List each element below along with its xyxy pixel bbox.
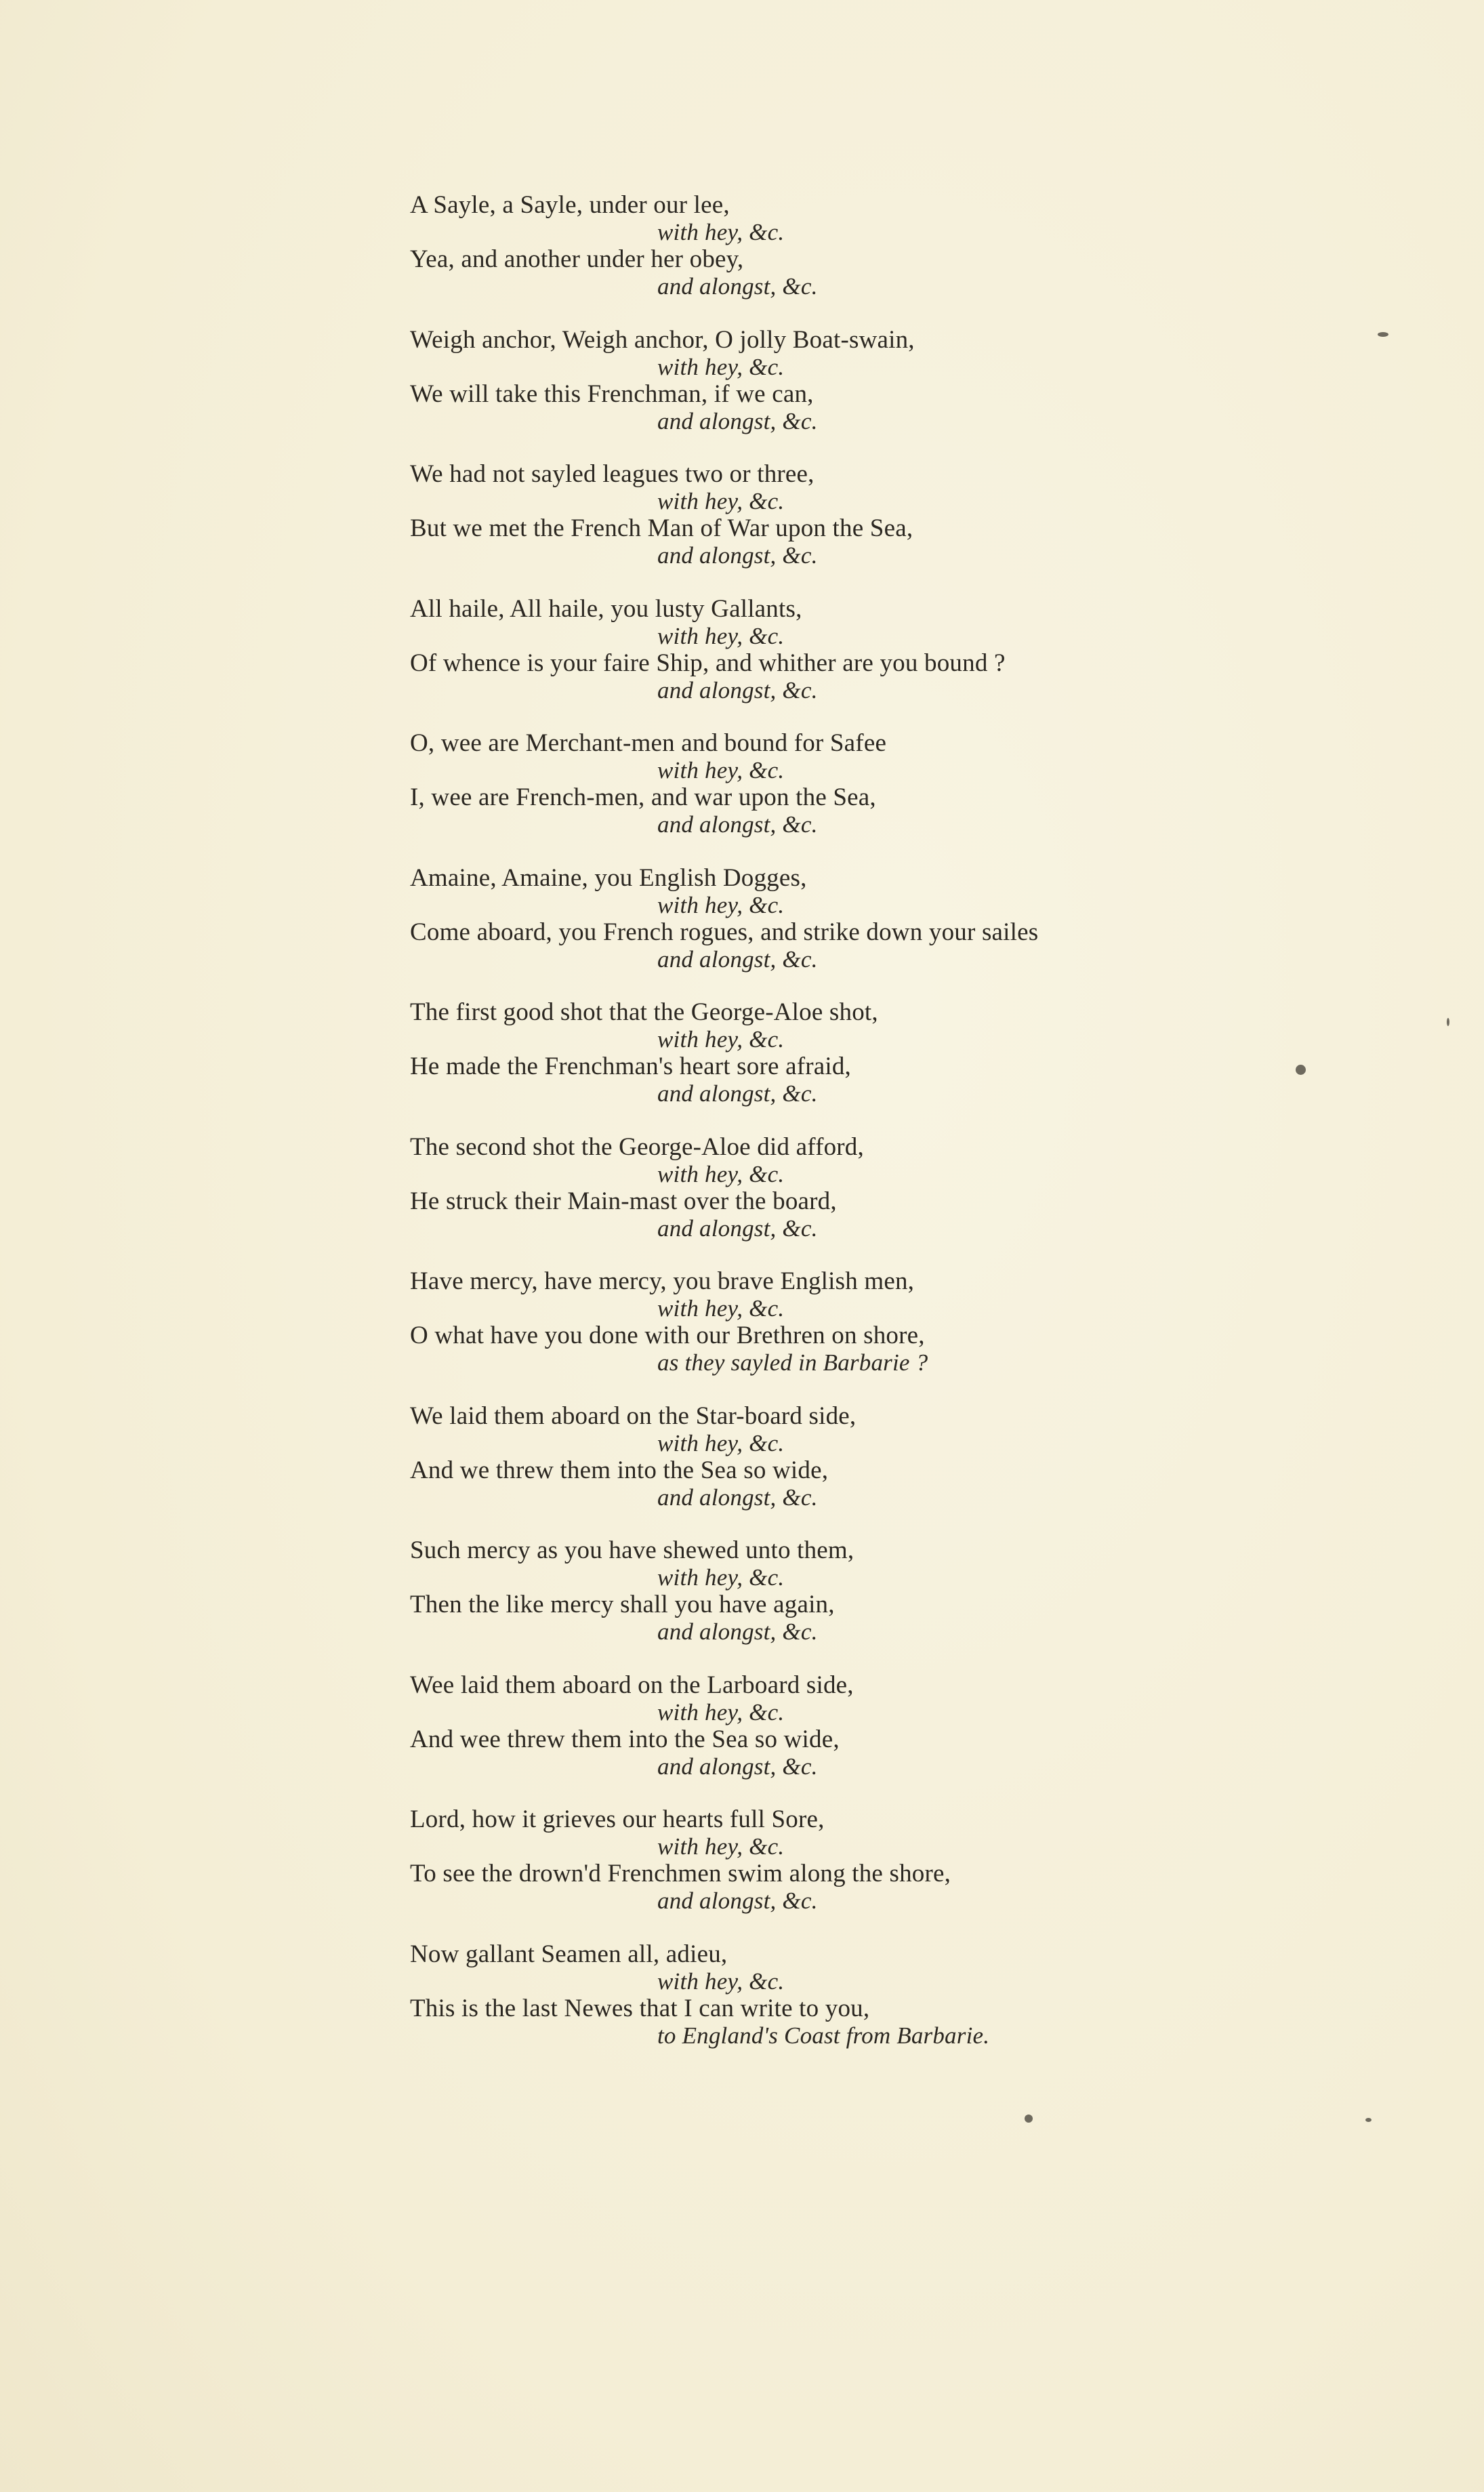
refrain-line: with hey, &c.: [657, 1564, 785, 1591]
refrain-line: with hey, &c.: [657, 488, 785, 514]
verse-line: And we threw them into the Sea so wide,: [410, 1456, 829, 1484]
verse-line: We had not sayled leagues two or three,: [410, 460, 815, 488]
verse-line: Have mercy, have mercy, you brave English men,: [410, 1267, 915, 1295]
refrain-line: with hey, &c.: [657, 1967, 785, 1995]
verse-line: We will take this Frenchman, if we can,: [410, 380, 814, 408]
refrain-line: with hey, &c.: [657, 1429, 785, 1456]
verse-line: And wee threw them into the Sea so wide,: [410, 1725, 840, 1753]
refrain-line: and alongst, &c.: [657, 1887, 818, 1914]
verse-line: All haile, All haile, you lusty Gallants,: [410, 594, 802, 623]
verse-line: But we met the French Man of War upon the Sea,: [410, 514, 913, 542]
refrain-line: with hey, &c.: [657, 757, 785, 783]
refrain-line: and alongst, &c.: [657, 542, 818, 569]
stanza-7: [410, 999, 1372, 1134]
refrain-line: and alongst, &c.: [657, 407, 818, 434]
paper-speck: [1296, 1065, 1306, 1075]
stanza-2: [410, 327, 1372, 462]
verse-line: Yea, and another under her obey,: [410, 245, 744, 273]
stanza-5: [410, 730, 1372, 865]
refrain-line: and alongst, &c.: [657, 1753, 818, 1780]
refrain-line: and alongst, &c.: [657, 811, 818, 838]
refrain-line: with hey, &c.: [657, 891, 785, 918]
paper-speck: [1365, 2118, 1372, 2122]
stanza-10: [410, 1403, 1372, 1538]
stanza-8: [410, 1134, 1372, 1269]
refrain-line: with hey, &c.: [657, 1160, 785, 1187]
stanza-11: [410, 1537, 1372, 1672]
verse-line: The first good shot that the George-Aloe shot,: [410, 998, 878, 1026]
stanza-6: [410, 865, 1372, 1000]
verse-line: Amaine, Amaine, you English Dogges,: [410, 863, 807, 892]
verse-line: I, wee are French-men, and war upon the Sea,: [410, 783, 876, 811]
refrain-line: with hey, &c.: [657, 353, 785, 380]
refrain-line: and alongst, &c.: [657, 1080, 818, 1107]
refrain-line: and alongst, &c.: [657, 273, 818, 300]
verse-line: O, wee are Merchant-men and bound for Safee: [410, 729, 887, 757]
verse-line: O what have you done with our Brethren on shore,: [410, 1322, 925, 1349]
stanza-1: [410, 192, 1372, 327]
verse-line: Weigh anchor, Weigh anchor, O jolly Boat-swain,: [410, 325, 915, 354]
verse-line: This is the last Newes that I can write to you,: [410, 1994, 870, 2022]
refrain-line: and alongst, &c.: [657, 1484, 818, 1511]
stanza-3: [410, 461, 1372, 596]
stanza-9: [410, 1268, 1372, 1403]
verse-line: Then the like mercy shall you have again,: [410, 1591, 835, 1618]
verse-line: To see the drown'd Frenchmen swim along the shore,: [410, 1860, 951, 1887]
stanza-12: [410, 1672, 1372, 1807]
refrain-line: and alongst, &c.: [657, 1214, 818, 1242]
stanza-13: [410, 1806, 1372, 1941]
verse-line: Come aboard, you French rogues, and strike down your sailes: [410, 918, 1039, 946]
refrain-line: with hey, &c.: [657, 219, 785, 245]
verse-line: Now gallant Seamen all, adieu,: [410, 1940, 728, 1968]
refrain-line: as they sayled in Barbarie ?: [657, 1349, 928, 1376]
verse-line: Wee laid them aboard on the Larboard side,: [410, 1671, 854, 1699]
verse-line: We laid them aboard on the Star-board side,: [410, 1402, 857, 1430]
refrain-line: with hey, &c.: [657, 1698, 785, 1725]
verse-line: Such mercy as you have shewed unto them,: [410, 1536, 854, 1564]
paper-speck: [1447, 1018, 1449, 1026]
refrain-line: to England's Coast from Barbarie.: [657, 2022, 990, 2049]
refrain-line: with hey, &c.: [657, 1833, 785, 1860]
refrain-line: with hey, &c.: [657, 622, 785, 649]
paper-speck: [1025, 2115, 1033, 2123]
refrain-line: and alongst, &c.: [657, 1618, 818, 1645]
paper-speck: [1378, 332, 1388, 337]
verse-line: A Sayle, a Sayle, under our lee,: [410, 191, 730, 219]
stanza-14: [410, 1941, 1372, 2076]
ballad-text: [410, 192, 1372, 2075]
stanza-4: [410, 596, 1372, 731]
verse-line: Of whence is your faire Ship, and whither are you bound ?: [410, 649, 1006, 677]
refrain-line: and alongst, &c.: [657, 945, 818, 973]
refrain-line: and alongst, &c.: [657, 676, 818, 703]
refrain-line: with hey, &c.: [657, 1295, 785, 1322]
verse-line: Lord, how it grieves our hearts full Sore,: [410, 1805, 825, 1833]
refrain-line: with hey, &c.: [657, 1026, 785, 1053]
verse-line: The second shot the George-Aloe did afford,: [410, 1132, 864, 1161]
verse-line: He struck their Main-mast over the board,: [410, 1187, 837, 1215]
verse-line: He made the Frenchman's heart sore afraid,: [410, 1053, 851, 1080]
